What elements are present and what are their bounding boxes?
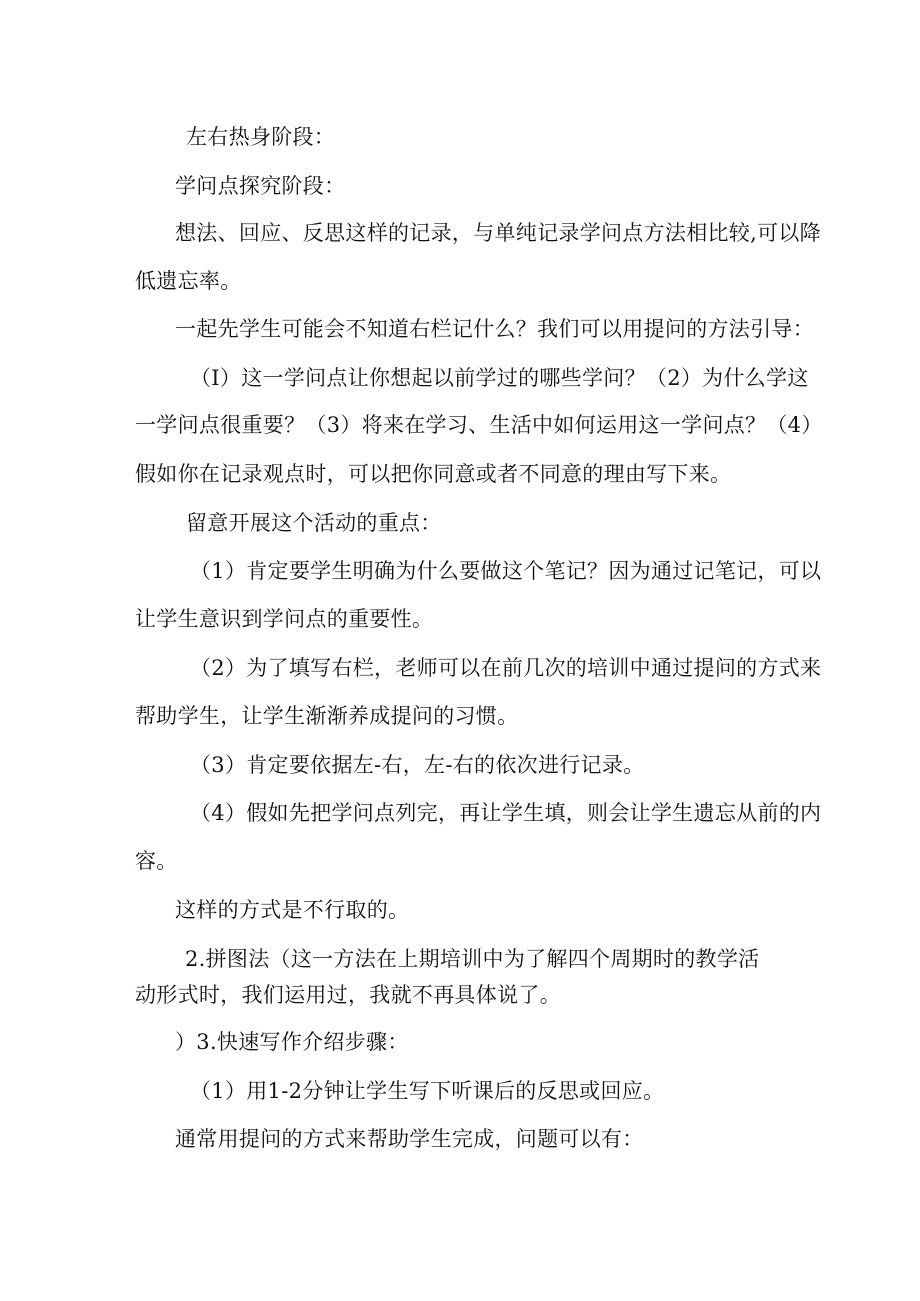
text-line: （4）假如先把学问点列完，再让学生填，则会让学生遗忘从前的内 [190, 801, 822, 825]
text-line: （I）这一学问点让你想起以前学过的哪些学问？（2）为什么学这 [190, 366, 809, 390]
text-line: 一起先学生可能会不知道右栏记什么？我们可以用提问的方法引导： [175, 317, 814, 341]
text-line: 这样的方式是不行取的。 [175, 898, 410, 922]
text-line: 一学问点很重要？（3）将来在学习、生活中如何运用这一学问点？（4） [135, 413, 823, 437]
text-line: 学问点探究阶段： [175, 174, 346, 198]
text-line: 让学生意识到学问点的重要性。 [135, 607, 434, 631]
text-line: （3）肯定要依据左-右，左-右的依次进行记录。 [190, 753, 645, 777]
text-line: 帮助学生，让学生渐渐养成提问的习惯。 [135, 704, 519, 728]
text-line: 留意开展这个活动的重点： [186, 511, 442, 535]
text-line: 左右热身阶段： [186, 125, 336, 149]
text-line: 容。 [135, 849, 178, 873]
text-line: 想法、回应、反思这样的记录，与单纯记录学问点方法相比较,可以降 [175, 221, 821, 245]
text-line: 2.拼图法（这一方法在上期培训中为了解四个周期时的教学活 [185, 947, 760, 971]
text-line: 假如你在记录观点时，可以把你同意或者不同意的理由写下来。 [135, 462, 732, 486]
text-line: （1）肯定要学生明确为什么要做这个笔记？因为通过记笔记，可以 [190, 559, 822, 583]
text-line: （1）用1-2分钟让学生写下听课后的反思或回应。 [190, 1079, 665, 1103]
text-line: ）3.快速写作介绍步骤： [175, 1030, 409, 1054]
text-line: 通常用提问的方式来帮助学生完成，问题可以有： [175, 1127, 644, 1151]
text-line: 动形式时，我们运用过，我就不再具体说了。 [135, 983, 561, 1007]
text-line: 低遗忘率。 [135, 269, 242, 293]
text-line: （2）为了填写右栏，老师可以在前几次的培训中通过提问的方式来 [190, 656, 822, 680]
